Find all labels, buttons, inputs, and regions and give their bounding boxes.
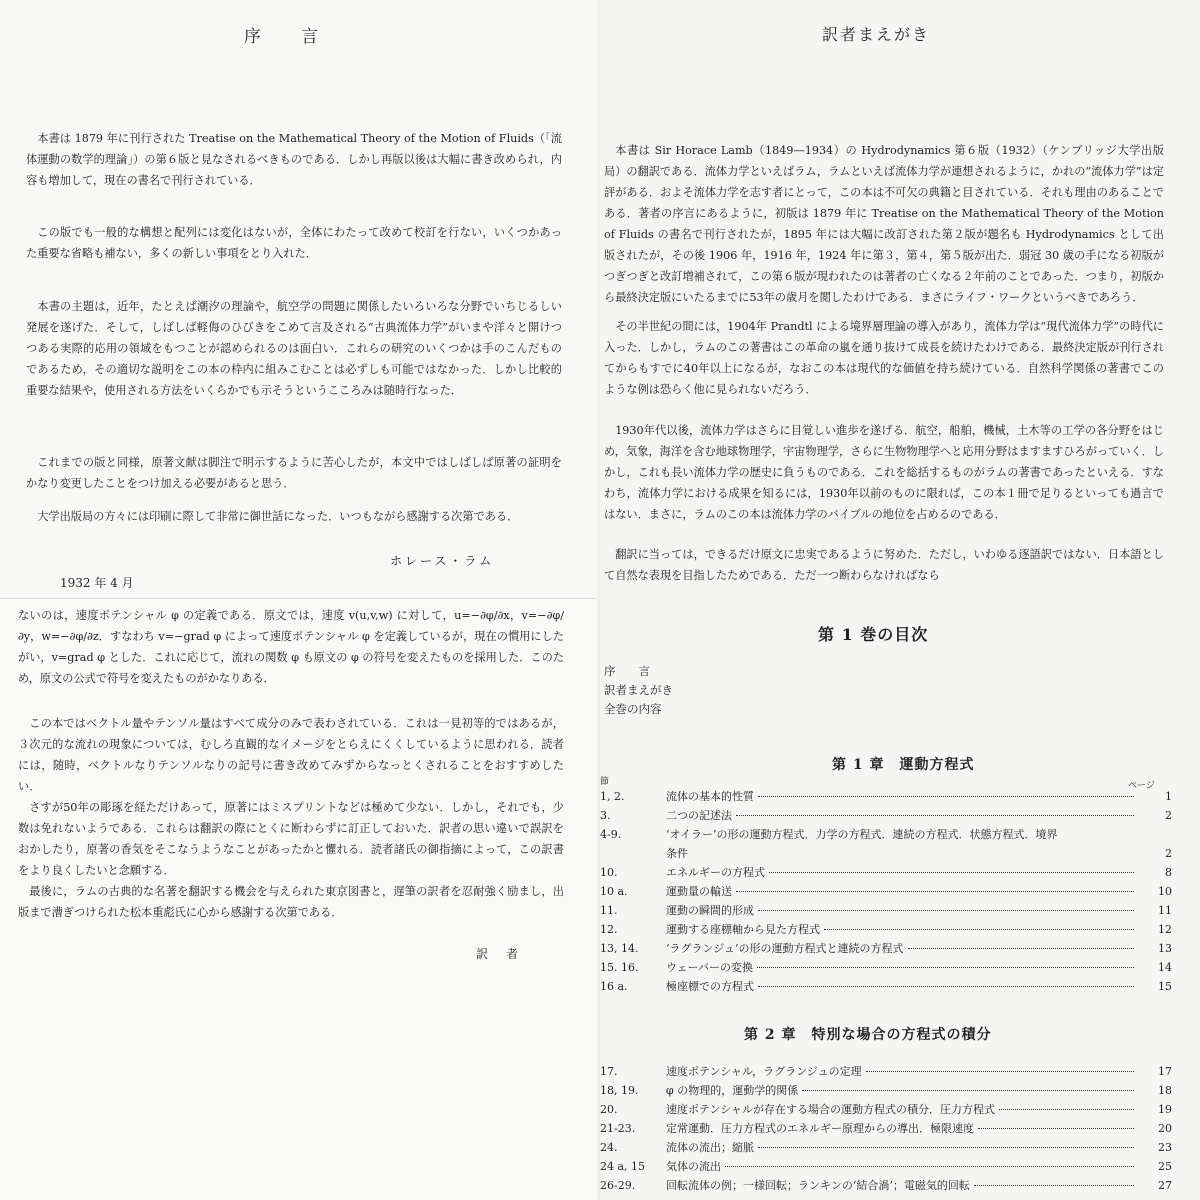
toc-entry[interactable] [600,920,1172,939]
toc-entry[interactable] [600,787,1172,806]
toc-entry-text: 気体の流出 [666,1160,721,1173]
toc-entry[interactable] [600,977,1172,996]
preface-paragraph: 本書の主題は，近年，たとえば潮汐の理論や，航空学の問題に関係したいろいろな分野でいちじるしい発展を遂げた．そして，しばしば軽侮のひびきをこめて言及される“古典流体力学”がいまや洋々と開けつつある実際的応用の領域をもつことが認められるのは面白い．これらの研究のいくつかは手のこんだものであるため，その適切な説明をこの本の枠内に組みこむことは必ずしも可能ではなかった．しかし比較的重要な結果や，使用される方法をいくらかでも示そうというこころみは随時行なった． [26,300,562,397]
toc-page-number: 15 [1158,980,1172,993]
toc-entry-text: 速度ポテンシャル，ラグランジュの定理 [666,1065,862,1078]
toc-page-number: 20 [1158,1122,1172,1135]
toc-section-number: 16 a. [600,980,628,993]
toc-page-number: 12 [1158,923,1172,936]
toc-section-number: 20. [600,1103,618,1116]
toc-entry-text: 速度ポテンシャルが存在する場合の運動方程式の積分．圧力方程式 [666,1103,995,1116]
section-column-header: 節 [600,777,610,787]
preface-paragraph: これまでの版と同様，原著文献は脚注で明示するように苦心したが，本文中ではしばしば原著の証明をかなり変更したことをつけ加える必要があると思う． [26,456,562,490]
toc-entry[interactable] [600,882,1172,901]
toc-section-number: 1, 2. [600,790,625,803]
toc-entry[interactable] [600,1100,1172,1119]
toc-page-number: 17 [1158,1065,1172,1078]
toc-section-number: 10. [600,866,618,879]
toc-entry-text: 二つの記述法 [666,809,732,822]
translator-preface-paragraph: その半世紀の間には，1904年 Prandtl による境界層理論の導入があり，流体力学は“現代流体力学”の時代に入った．しかし，ラムのこの著書はこの革命の嵐を通り抜けて成長を続けたわけである．最終決定版が刊行されてからもすでに40年以上になるが，なおこの本は現代的な価値を持ち続けている．自然科学関係の著書でこのような例は恐らく他に見られないだろう． [604,320,1164,396]
toc-entry[interactable] [600,863,1172,882]
toc-page-number: 2 [1165,809,1172,822]
preface-paragraph: この版でも一般的な構想と配列には変化はないが，全体にわたって改めて校訂を行ない，いくつかあった重要な省略も補ない，多くの新しい事項をとり入れた． [26,226,562,260]
toc-entry-text: 運動の瞬間的形成 [666,904,754,917]
toc-entry[interactable] [600,825,1172,863]
toc-page-number: 10 [1158,885,1172,898]
toc-section-number: 15. 16. [600,961,639,974]
chapter-1-entries [600,787,1172,996]
toc-section-number: 13, 14. [600,942,639,955]
toc-entry-text: 運動する座標軸から見た方程式 [666,923,820,936]
toc-page-number: 2 [1165,847,1172,860]
right-page [600,0,1200,1200]
toc-front-matter [604,662,673,719]
translator-continued-paragraph: 最後に，ラムの古典的な名著を翻訳する機会を与えられた東京図書と，遅筆の訳者を忍耐強く励まし，出版まで漕ぎつけられた松本重彪氏に心から感謝する次第である． [18,885,564,919]
toc-entry[interactable] [600,1119,1172,1138]
translator-continued-paragraph: この本ではベクトル量やテンソル量はすべて成分のみで表わされている．これは一見初等的ではあるが，３次元的な流れの現象については，むしろ直観的なイメージをとらえにくくしているように思われる．読者には，随時，ベクトルなりテンソルなりの記号に書き改めてみずからなっとくされることをおすすめしたい． [18,717,564,793]
toc-entry[interactable] [600,1157,1172,1176]
toc-entry[interactable] [600,1176,1172,1195]
translator-preface-paragraph: 翻訳に当っては，できるだけ原文に忠実であるように努めた．ただし，いわゆる逐語訳ではない．日本語として自然な表現を目指したためである．ただ一つ断わらなければなら [604,548,1164,582]
toc-section-number: 11. [600,904,618,917]
toc-entry-text: 流体の流出；縮脈 [666,1141,754,1154]
toc-page-number: 23 [1158,1141,1172,1154]
translator-preface-paragraph: 本書は Sir Horace Lamb（1849—1934）の Hydrodynamics 第６版（1932）（ケンブリッジ大学出版局）の翻訳である．流体力学といえばラム，ラムといえば流体力学が連想されるように，かれの“流体力学”は定評がある．およそ流体力学を志す者にとって，この本は不可欠の典籍と目されている．それも理由のあることである．著者の序言にあるように，初版は 1879 年に Treatise on the Mathematical Theory of the Motion of Fluids の書名で刊行されたが，1895 年には大幅に改訂された第２版が題名も Hydrodynamics として出版されたが，その後 1906 年，1916 年，1924 年に第３，第４，第５版が出た．弱冠 30 歳の手になる初版がつぎつぎと改訂増補されて，この第６版が現われたのは著者の亡くなる２年前のことであった．つまり，初版から最終決定版にいたるまでに53年の歳月を閲したわけである．まさにライフ・ワークというべきであろう． [604,144,1164,304]
front-matter-item[interactable]: 序 言 [604,664,650,678]
translator-preface-title: 訳者まえがき [822,25,931,44]
chapter-2-title: 第 2 章 特別な場合の方程式の積分 [744,1027,992,1043]
toc-entry-text: ウェーバーの変換 [666,961,754,974]
chapter-1-title: 第 1 章 運動方程式 [832,757,975,773]
toc-section-number: 24 a, 15 [600,1160,646,1173]
translator-signature: 訳 者 [476,947,522,961]
toc-page-number: 25 [1158,1160,1172,1173]
toc-section-number: 26-29. [600,1179,636,1192]
toc-entry[interactable] [600,806,1172,825]
toc-entry[interactable] [600,939,1172,958]
toc-page-number: 18 [1158,1084,1172,1097]
toc-page-number: 1 [1165,790,1172,803]
toc-section-number: 24. [600,1141,618,1154]
toc-section-number: 18, 19. [600,1084,639,1097]
toc-section-number: 12. [600,923,618,936]
toc-section-number: 10 a. [600,885,628,898]
toc-entry-text: 定常運動．圧力方程式のエネルギー原理からの導出．極限速度 [666,1122,974,1135]
toc-entry-text: 運動量の輸送 [666,885,732,898]
toc-page-number: 19 [1158,1103,1172,1116]
toc-entry[interactable] [600,1081,1172,1100]
toc-entry[interactable] [600,901,1172,920]
front-matter-item[interactable]: 訳者まえがき [604,683,673,697]
toc-entry-text: ‘オイラー’の形の運動方程式．力学の方程式．連続の方程式．状態方程式．境界条件 [666,828,1058,860]
toc-entry-text: ‘ラグランジュ’の形の運動方程式と連続の方程式 [666,942,904,955]
toc-entry[interactable] [600,1062,1172,1081]
translator-preface-paragraph: 1930年代以後，流体力学はさらに目覚しい進歩を遂げる．航空，船舶，機械，土木等の工学の各分野をはじめ，気象，海洋を含む地球物理学，宇宙物理学，さらに生物物理学へと応用分野はますますひろがっていく．しかし，これも長い流体力学の歴史に負うものである．これを総括するものがラムの著書であったといえる．すなわち，流体力学における成果を知るには，1930年以前のものに限れば，この本１冊で足りるといっても過言ではない．まさに，ラムのこの本は流体力学のバイブルの地位を占めるのである． [604,424,1164,521]
preface-date: 1932 年 4 月 [60,576,134,590]
toc-title: 第 1 巻の目次 [818,625,929,644]
preface-paragraph: 本書は 1879 年に刊行された Treatise on the Mathematical Theory of the Motion of Fluids（「流体運動の数学的理論」）の第６版と見なされるべきものである．しかし再版以後は大幅に書き改められ，内容も増加して，現在の書名で刊行されている． [26,132,562,187]
toc-entry-text: 回転流体の例；一様回転；ランキンの‘結合渦’；電磁気的回転 [666,1179,970,1192]
preface-paragraph: 大学出版局の方々には印刷に際して非常に御世話になった．いつもながら感謝する次第である． [37,510,519,523]
toc-entry-text: φ の物理的，運動学的関係 [666,1084,799,1097]
toc-page-number: 11 [1158,904,1172,917]
translator-continued-section [0,598,600,1200]
translator-continued-paragraph: さすが50年の彫琢を経ただけあって，原著にはミスプリントなどは極めて少ない．しかし，それでも，少数は免れないようである．これらは翻訳の際にとくに断わらずに訂正しておいた．訳者の思い違いで誤訳をおかしたり，原著の香気をそこなうようなことがあったかと懼れる．読者諸氏の御指摘によって，この訳書をより良くしたいと念願する． [18,801,564,877]
toc-entry-text: 流体の基本的性質 [666,790,754,803]
chapter-2-entries [600,1062,1172,1195]
translator-continued-paragraph: ないのは，速度ポテンシャル φ の定義である．原文では，速度 v(u,v,w) に対して，u=−∂φ/∂x，v=−∂φ/∂y，w=−∂φ/∂z．すなわち v=−grad φ によって速度ポテンシャル φ を定義しているが，現在の慣用にしたがい，v=grad φ とした．これに応じて，流れの関数 φ も原文の φ の符号を変えたものを採用した．このため，原文の公式で符号を変えたものがかなりある． [18,609,564,685]
toc-entry[interactable] [600,958,1172,977]
page-column-header: ページ [1128,781,1155,791]
front-matter-item[interactable]: 全巻の内容 [604,702,662,716]
toc-section-number: 4-9. [600,828,622,841]
toc-page-number: 14 [1158,961,1172,974]
toc-page-number: 13 [1158,942,1172,955]
toc-page-number: 27 [1158,1179,1172,1192]
toc-section-number: 3. [600,809,611,822]
toc-entry-text: 極座標での方程式 [666,980,754,993]
toc-section-number: 21-23. [600,1122,636,1135]
toc-entry-text: エネルギーの方程式 [666,866,765,879]
preface-title: 序 言 [244,27,320,47]
toc-section-number: 17. [600,1065,618,1078]
toc-page-number: 8 [1165,866,1172,879]
preface-signature: ホレース・ラム [390,554,495,568]
toc-entry[interactable] [600,1138,1172,1157]
